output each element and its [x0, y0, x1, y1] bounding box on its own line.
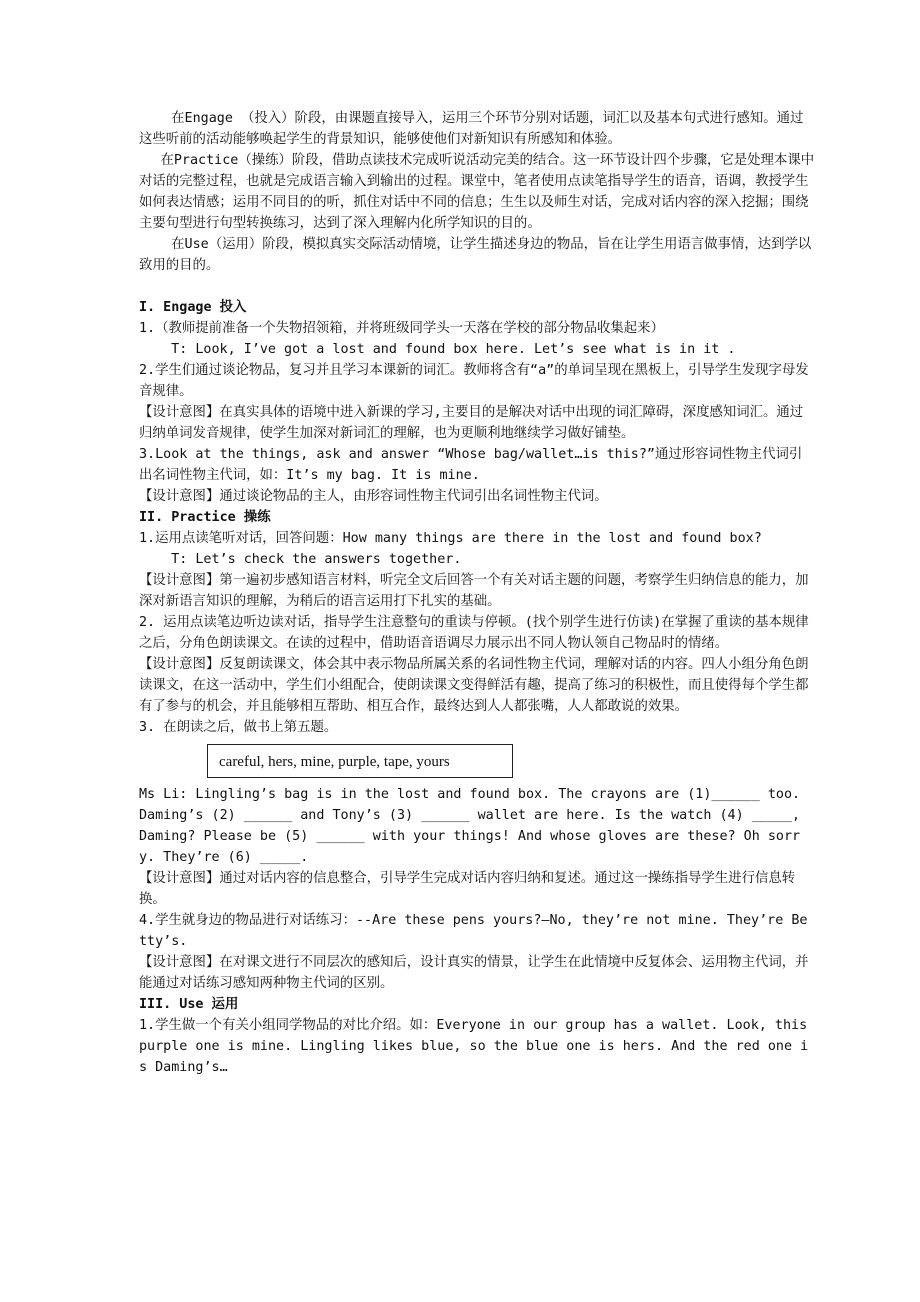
spacer — [139, 276, 815, 297]
practice-step-3: 3. 在朗读之后，做书上第五题。 — [139, 720, 338, 735]
practice-design-note-2: 【设计意图】反复朗读课文，体会其中表示物品所属关系的名词性物主代词，理解对话的内容。四人小组分角色朗读课文，在这一活动中，学生们小组配合，使朗读课文变得鲜活有趣，提高了练习的积极性，而且使得每个学生都有了参与的机会，并且能够相互帮助、相互合作，最终达到人人都张嘴，人人都敢说的效果。 — [139, 657, 809, 714]
cloze-exercise: Ms Li: Lingling’s bag is in the lost and found box. The crayons are (1)______ too. Daming’s (2) ______ and Tony’s (3) ______ wallet are here. Is the watch (4) _____, Daming? Please be (5) ______ with your things! And whose gloves are these? Oh sorry. They’re (6) _____. — [139, 787, 801, 865]
intro-paragraph-practice: 在Practice（操练）阶段，借助点读技术完成听说活动完美的结合。这一环节设计四个步骤，它是处理本课中对话的完整过程，也就是完成语言输入到输出的过程。课堂中，笔者使用点读笔指导学生的语音，语调，教授学生如何表达情感；运用不同目的的听，抓住对话中不同的信息；生生以及师生对话，完成对话内容的深入挖掘；围绕主要句型进行句型转换练习，达到了深入理解内化所学知识的目的。 — [139, 153, 815, 231]
engage-teacher-line: T: Look, I’ve got a lost and found box here. Let’s see what is in it . — [171, 342, 736, 357]
section-heading-use: III. Use 运用 — [139, 997, 239, 1012]
use-step-1: 1.学生做一个有关小组同学物品的对比介绍。如：Everyone in our group has a wallet. Look, this purple one is mine. Lingling likes blue, so the blue one is hers. And the red one is Daming’s… — [139, 1018, 809, 1075]
section-heading-practice: II. Practice 操练 — [139, 510, 271, 525]
practice-step-2: 2. 运用点读笔边听边读对话，指导学生注意整句的重读与停顿。(找个别学生进行仿读)在掌握了重读的基本规律之后，分角色朗读课文。在读的过程中，借助语音语调尽力展示出不同人物认领自己物品时的情绪。 — [139, 615, 809, 651]
section-heading-engage: I. Engage 投入 — [139, 300, 247, 315]
practice-design-note-3: 【设计意图】通过对话内容的信息整合，引导学生完成对话内容归纳和复述。通过这一操练指导学生进行信息转换。 — [139, 871, 796, 907]
intro-paragraph-use: 在Use（运用）阶段，模拟真实交际活动情境，让学生描述身边的物品，旨在让学生用语言做事情，达到学以致用的目的。 — [139, 237, 812, 273]
practice-design-note-1: 【设计意图】第一遍初步感知语言材料，听完全文后回答一个有关对话主题的问题，考察学生归纳信息的能力，加深对新语言知识的理解，为稍后的语言运用打下扎实的基础。 — [139, 573, 809, 609]
engage-design-note-1: 【设计意图】在真实具体的语境中进入新课的学习,主要目的是解决对话中出现的词汇障碍，深度感知词汇。通过归纳单词发音规律，使学生加深对新词汇的理解，也为更顺利地继续学习做好铺垫。 — [139, 405, 804, 441]
engage-design-note-2: 【设计意图】通过谈论物品的主人，由形容词性物主代词引出名词性物主代词。 — [139, 489, 608, 504]
engage-step-2: 2.学生们通过谈论物品，复习并且学习本课新的词汇。教师将含有“a”的单词呈现在黑板上，引导学生发现字母发音规律。 — [139, 363, 809, 399]
word-bank-box: careful, hers, mine, purple, tape, yours — [207, 744, 513, 778]
practice-design-note-4: 【设计意图】在对课文进行不同层次的感知后，设计真实的情景，让学生在此情境中反复体会、运用物主代词，并能通过对话练习感知两种物主代词的区别。 — [139, 955, 809, 991]
intro-paragraph-engage: 在Engage （投入）阶段，由课题直接导入，运用三个环节分别对话题，词汇以及基本句式进行感知。通过这些听前的活动能够唤起学生的背景知识，能够使他们对新知识有所感知和体验。 — [139, 111, 804, 147]
practice-teacher-line: T: Let’s check the answers together. — [171, 552, 462, 567]
document-page — [139, 108, 815, 1078]
practice-step-4: 4.学生就身边的物品进行对话练习：--Are these pens yours?—No, they’re not mine. They’re Betty’s. — [139, 913, 808, 949]
engage-step-3: 3.Look at the things, ask and answer “Whose bag/wallet…is this?”通过形容词性物主代词引出名词性物主代词，如：It’s my bag. It is mine. — [139, 447, 803, 483]
engage-step-1: 1.（教师提前准备一个失物招领箱，并将班级同学头一天落在学校的部分物品收集起来） — [139, 321, 664, 336]
practice-step-1: 1.运用点读笔听对话，回答问题：How many things are there in the lost and found box? — [139, 531, 762, 546]
